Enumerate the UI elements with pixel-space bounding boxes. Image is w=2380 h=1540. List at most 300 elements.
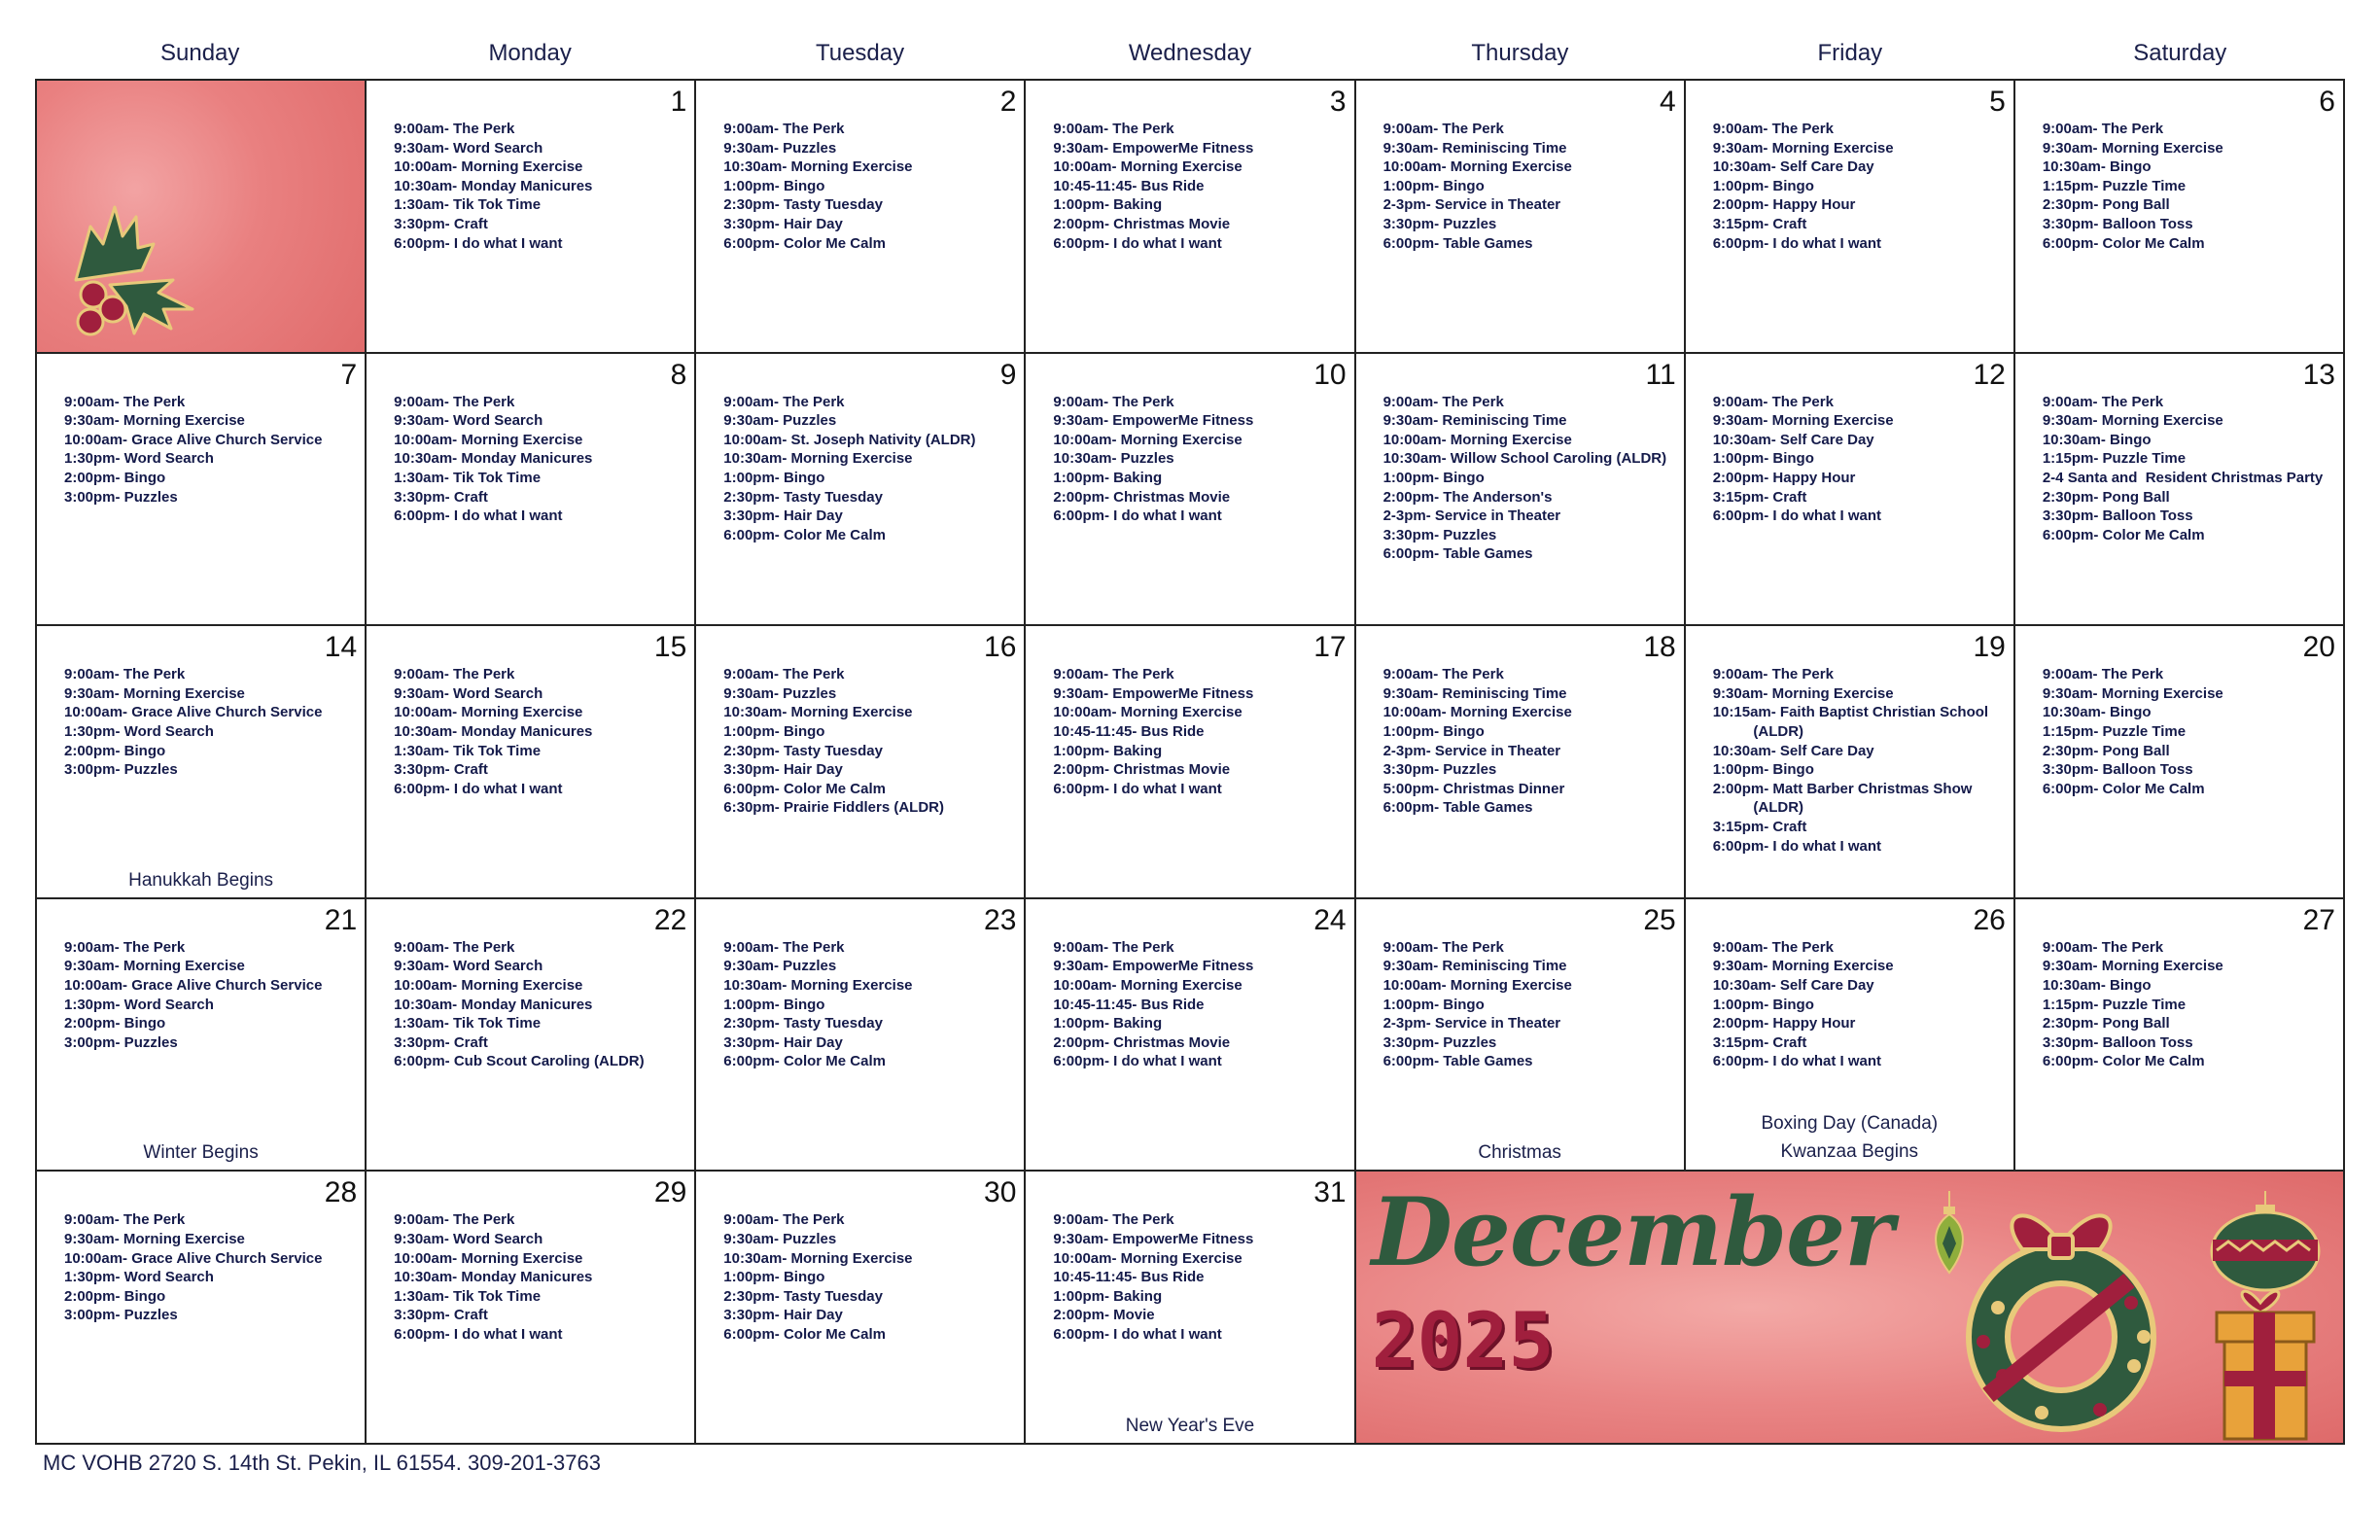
event-item: 9:30am- Reminiscing Time [1382,684,1567,702]
event-list [1053,1210,1346,1344]
day-cell-31[interactable] [1026,1172,1355,1445]
event-item: 9:30am- EmpowerMe Fitness [1053,958,1254,975]
event-item: 10:30am- Morning Exercise [723,158,913,176]
day-cell-13[interactable] [2015,354,2345,627]
event-item: 10:00am- Morning Exercise [1053,431,1242,448]
event-item: 1:30pm- Word Search [64,996,214,1013]
event-item: 1:30am- Tik Tok Time [394,1287,542,1305]
event-list [1383,665,1676,818]
event-item: 9:30am- EmpowerMe Fitness [1053,412,1254,430]
event-item: 9:30am- Puzzles [723,684,837,702]
event-list [723,665,1016,818]
event-item: 1:15pm- Puzzle Time [2042,450,2187,468]
event-item: 2:30pm- Tasty Tuesday [723,196,883,214]
event-item: 6:00pm- Cub Scout Caroling (ALDR) [394,1053,645,1070]
event-item: 1:00pm- Bingo [1712,996,1814,1013]
event-item: 6:00pm- I do what I want [1053,234,1222,252]
event-item: 3:30pm- Hair Day [723,508,843,525]
event-item: 9:30am- Puzzles [723,1230,837,1247]
event-item: 2:30pm- Tasty Tuesday [723,1287,883,1305]
event-item: 10:30am- Monday Manicures [394,722,593,740]
event-item: 10:00am- Morning Exercise [1053,704,1242,721]
event-item: 9:00am- The Perk [1712,393,1834,410]
event-item: 10:30am- Morning Exercise [723,976,913,994]
event-list [64,938,357,1053]
event-item: 9:30am- Word Search [394,1230,543,1247]
event-list [1383,393,1676,564]
event-list [723,120,1016,253]
event-item: 6:00pm- Table Games [1382,545,1533,563]
event-item: 9:00am- The Perk [723,1211,845,1229]
month-title: December [1371,1177,1893,1288]
event-item: 10:30am- Monday Manicures [394,177,593,194]
event-item: 9:30am- Puzzles [723,139,837,157]
day-cell-28[interactable] [37,1172,367,1445]
day-cell-30[interactable] [696,1172,1026,1445]
event-list [723,938,1016,1071]
event-item: 9:30am- Morning Exercise [2042,412,2223,430]
event-item: 10:00am- Morning Exercise [394,158,583,176]
day-number: 14 [324,631,358,664]
event-item: 1:00pm- Bingo [1382,469,1485,486]
event-item: 10:45-11:45- Bus Ride [1053,1269,1205,1286]
event-item: 9:00am- The Perk [64,666,186,683]
event-item: 9:30am- Morning Exercise [64,684,245,702]
day-cell-4[interactable] [1356,81,1686,354]
event-item: 1:00pm- Bingo [1382,177,1485,194]
event-item: 9:00am- The Perk [394,666,515,683]
day-cell-14[interactable] [37,626,367,899]
event-item: 10:00am- Morning Exercise [1053,158,1242,176]
event-item: 1:00pm- Bingo [723,722,825,740]
event-item: 3:30pm- Craft [394,761,488,779]
day-number: 10 [1313,358,1347,391]
weekday-header-tuesday: Tuesday [815,40,905,66]
event-list [1383,120,1676,253]
event-item: 9:30am- Morning Exercise [64,1230,245,1247]
event-item: 6:00pm- Table Games [1382,1053,1533,1070]
weekday-header-monday: Monday [488,40,572,66]
event-item: 3:30pm- Craft [394,488,488,506]
event-item: 2:00pm- Christmas Movie [1053,761,1231,779]
day-number: 11 [1645,358,1676,391]
holiday-label: Kwanzaa Begins [1780,1141,1919,1163]
day-number: 9 [999,358,1017,391]
event-item: 3:30pm- Puzzles [1382,526,1497,543]
day-cell-9[interactable] [696,354,1026,627]
event-item: 3:30pm- Puzzles [1382,761,1497,779]
event-item: 10:45-11:45- Bus Ride [1053,722,1205,740]
day-number: 18 [1643,631,1676,664]
event-item: 1:30pm- Word Search [64,1269,214,1286]
event-item: 6:00pm- I do what I want [1053,508,1222,525]
day-number: 27 [2302,903,2335,936]
event-item: 9:30am- Morning Exercise [1712,958,1894,975]
event-item: 10:00am- Morning Exercise [1053,1249,1242,1267]
event-item: 9:30am- Reminiscing Time [1382,958,1567,975]
day-number: 6 [2319,86,2335,118]
event-item: 10:30am- Bingo [2042,976,2152,994]
event-item: 1:00pm- Bingo [723,469,825,486]
event-item: 2:30pm- Pong Ball [2042,1015,2170,1032]
day-cell-10[interactable] [1026,354,1355,627]
day-number: 15 [653,631,687,664]
event-item: 9:30am- EmpowerMe Fitness [1053,139,1254,157]
event-item: 9:30am- Puzzles [723,958,837,975]
holiday-labels [1686,1109,2013,1166]
event-item: (ALDR) [1712,799,1804,817]
event-item: 6:00pm- I do what I want [1053,1053,1222,1070]
event-item: 6:00pm- I do what I want [394,1325,563,1343]
event-item: 2:30pm- Tasty Tuesday [723,1015,883,1032]
event-item: 3:15pm- Craft [1712,1033,1807,1051]
event-item: 6:00pm- I do what I want [1712,508,1882,525]
event-item: 6:00pm- Color Me Calm [723,1325,886,1343]
event-item: 6:30pm- Prairie Fiddlers (ALDR) [723,799,944,817]
event-item: 2-3pm- Service in Theater [1382,1015,1561,1032]
event-item: 10:30am- Morning Exercise [723,1249,913,1267]
event-item: 1:00pm- Baking [1053,1287,1163,1305]
event-item: 9:30am- Word Search [394,684,543,702]
day-number: 31 [1313,1176,1347,1209]
event-list [394,938,686,1071]
event-item: 9:30am- Morning Exercise [2042,139,2223,157]
event-item: 5:00pm- Christmas Dinner [1382,780,1565,797]
day-number: 30 [984,1176,1017,1209]
event-item: 6:00pm- Color Me Calm [2042,780,2205,797]
event-item: 10:30am- Bingo [2042,158,2152,176]
event-item: 10:30am- Morning Exercise [723,704,913,721]
event-item: 1:00pm- Bingo [723,177,825,194]
event-item: 10:00am- Grace Alive Church Service [64,431,323,448]
event-item: 1:30pm- Word Search [64,450,214,468]
day-number: 5 [1989,86,2006,118]
weekday-header-row [35,29,2345,78]
event-item: 9:00am- The Perk [723,121,845,137]
event-item: 1:00pm- Bingo [1712,177,1814,194]
event-item: 10:30am- Self Care Day [1712,431,1874,448]
decorative-holly-cell [37,81,367,354]
day-cell-7[interactable] [37,354,367,627]
weekday-header-wednesday: Wednesday [1128,40,1252,66]
event-item: 6:00pm- I do what I want [1053,780,1222,797]
event-list [2043,393,2335,545]
event-item: 1:30am- Tik Tok Time [394,1015,542,1032]
event-item: 2:00pm- Bingo [64,469,166,486]
event-item: 2:00pm- Christmas Movie [1053,1033,1231,1051]
day-cell-15[interactable] [367,626,696,899]
event-item: 9:00am- The Perk [1053,1211,1174,1229]
day-cell-18[interactable] [1356,626,1686,899]
day-number: 8 [670,358,687,391]
event-list [2043,938,2335,1071]
event-item: 2:30pm- Tasty Tuesday [723,742,883,759]
event-item: 3:30pm- Hair Day [723,1307,843,1324]
day-cell-24[interactable] [1026,899,1355,1172]
day-number: 17 [1313,631,1347,664]
event-item: 3:15pm- Craft [1712,488,1807,506]
event-list [1053,120,1346,253]
event-item: 10:00am- Morning Exercise [1382,976,1572,994]
event-item: 1:00pm- Bingo [723,1269,825,1286]
event-item: 9:30am- Word Search [394,958,543,975]
event-list [64,665,357,780]
event-item: 9:00am- The Perk [1382,393,1504,410]
event-item: 6:00pm- I do what I want [1712,234,1882,252]
event-item: 10:30am- Monday Manicures [394,1269,593,1286]
event-item: 10:30am- Morning Exercise [723,450,913,468]
day-number: 13 [2302,358,2335,391]
event-item: 3:30pm- Hair Day [723,761,843,779]
event-item: 3:30pm- Puzzles [1382,1033,1497,1051]
day-cell-3[interactable] [1026,81,1355,354]
day-number: 19 [1973,631,2006,664]
event-item: 10:30am- Self Care Day [1712,742,1874,759]
event-item: 6:00pm- Table Games [1382,799,1533,817]
weekday-header-thursday: Thursday [1471,40,1569,66]
day-cell-17[interactable] [1026,626,1355,899]
event-item: 2-4 Santa and Resident Christmas Party [2042,469,2324,486]
day-number: 16 [984,631,1017,664]
event-list [1713,938,2006,1071]
event-item: 3:30pm- Balloon Toss [2042,508,2193,525]
event-item: 9:00am- The Perk [1053,393,1174,410]
event-list [1053,393,1346,526]
day-cell-29[interactable] [367,1172,696,1445]
year-title: 2025 [1371,1298,1555,1386]
event-item: 6:00pm- I do what I want [394,780,563,797]
event-item: 1:00pm- Baking [1053,742,1163,759]
event-item: 9:30am- Morning Exercise [1712,139,1894,157]
event-item: 9:30am- EmpowerMe Fitness [1053,1230,1254,1247]
event-item: 10:00am- Morning Exercise [1382,431,1572,448]
event-item: 9:00am- The Perk [1382,121,1504,137]
event-item: 9:30am- Word Search [394,139,543,157]
event-item: 1:00pm- Baking [1053,196,1163,214]
wreath-icon [1925,1191,2197,1444]
event-item: 9:00am- The Perk [2042,938,2164,956]
day-cell-16[interactable] [696,626,1026,899]
event-item: 2:00pm- Happy Hour [1712,196,1856,214]
day-cell-20[interactable] [2015,626,2345,899]
event-item: 9:00am- The Perk [394,393,515,410]
event-item: 9:30am- Morning Exercise [1712,684,1894,702]
event-item: 6:00pm- Color Me Calm [2042,234,2205,252]
event-item: 10:45-11:45- Bus Ride [1053,996,1205,1013]
event-item: 2-3pm- Service in Theater [1382,196,1561,214]
day-cell-21[interactable] [37,899,367,1172]
day-cell-22[interactable] [367,899,696,1172]
event-item: 10:30am- Self Care Day [1712,158,1874,176]
event-item: 6:00pm- I do what I want [394,508,563,525]
event-item: 9:00am- The Perk [2042,666,2164,683]
day-number: 2 [999,86,1017,118]
event-item: 10:30am- Bingo [2042,431,2152,448]
event-list [2043,665,2335,798]
event-item: 9:00am- The Perk [2042,393,2164,410]
event-item: 1:30pm- Word Search [64,722,214,740]
event-item: 1:00pm- Bingo [1382,722,1485,740]
event-item: 9:00am- The Perk [64,1211,186,1229]
event-item: 9:00am- The Perk [1712,121,1834,137]
event-item: 10:00am- Morning Exercise [1053,976,1242,994]
event-item: 9:00am- The Perk [1053,666,1174,683]
event-item: 9:30am- Morning Exercise [64,958,245,975]
event-item: 10:00am- Morning Exercise [394,976,583,994]
event-item: 10:30am- Bingo [2042,704,2152,721]
event-item: 10:00am- Morning Exercise [1382,704,1572,721]
event-item: 1:00pm- Baking [1053,1015,1163,1032]
event-item: 3:00pm- Puzzles [64,1033,178,1051]
weekday-header-saturday: Saturday [2133,40,2227,66]
event-item: 3:00pm- Puzzles [64,488,178,506]
day-number: 21 [324,903,358,936]
event-list [394,393,686,526]
day-cell-8[interactable] [367,354,696,627]
event-item: 3:30pm- Balloon Toss [2042,761,2193,779]
event-list [394,1210,686,1344]
event-item: 3:30pm- Hair Day [723,1033,843,1051]
event-item: 3:00pm- Puzzles [64,1307,178,1324]
day-number: 23 [984,903,1017,936]
day-cell-1[interactable] [367,81,696,354]
day-cell-19[interactable] [1686,626,2015,899]
event-item: 10:15am- Faith Baptist Christian School [1712,704,1989,721]
event-item: 10:00am- Grace Alive Church Service [64,704,323,721]
event-item: 10:00am- Morning Exercise [1382,158,1572,176]
event-item: 2:30pm- Pong Ball [2042,488,2170,506]
event-item: 9:00am- The Perk [723,393,845,410]
event-item: 1:00pm- Bingo [723,996,825,1013]
holiday-label: Hanukkah Begins [128,869,274,891]
event-item: 9:30am- Reminiscing Time [1382,139,1567,157]
day-number: 3 [1329,86,1347,118]
event-item: 10:00am- Morning Exercise [394,1249,583,1267]
event-item: 6:00pm- Color Me Calm [723,1053,886,1070]
day-cell-2[interactable] [696,81,1026,354]
event-item: 2:00pm- Matt Barber Christmas Show [1712,780,1973,797]
holiday-label: Winter Begins [143,1142,259,1164]
event-item: 3:30pm- Puzzles [1382,215,1497,232]
day-cell-23[interactable] [696,899,1026,1172]
event-item: 9:00am- The Perk [1382,666,1504,683]
day-number: 28 [324,1176,358,1209]
event-item: 1:15pm- Puzzle Time [2042,996,2187,1013]
holiday-label: Boxing Day (Canada) [1761,1113,1939,1135]
day-number: 7 [340,358,358,391]
event-item: 3:30pm- Craft [394,1307,488,1324]
event-item: 1:00pm- Baking [1053,469,1163,486]
event-item: 1:30am- Tik Tok Time [394,742,542,759]
event-item: 1:30am- Tik Tok Time [394,469,542,486]
event-item: 9:30am- Reminiscing Time [1382,412,1567,430]
event-item: 1:00pm- Bingo [1712,761,1814,779]
day-cell-6[interactable] [2015,81,2345,354]
event-item: 10:00am- Grace Alive Church Service [64,1249,323,1267]
event-item: 2:00pm- Christmas Movie [1053,215,1231,232]
event-item: 2:00pm- Christmas Movie [1053,488,1231,506]
event-item: 2:30pm- Pong Ball [2042,742,2170,759]
event-item: 1:15pm- Puzzle Time [2042,177,2187,194]
event-item: 2:00pm- Bingo [64,1287,166,1305]
event-item: 1:00pm- Bingo [1382,996,1485,1013]
event-item: 9:00am- The Perk [723,666,845,683]
event-item: 10:00am- St. Joseph Nativity (ALDR) [723,431,976,448]
event-item: 2-3pm- Service in Theater [1382,742,1561,759]
event-item: 6:00pm- I do what I want [1712,837,1882,855]
event-item: 2-3pm- Service in Theater [1382,508,1561,525]
event-item: 3:15pm- Craft [1712,818,1807,835]
event-item: 1:00pm- Bingo [1712,450,1814,468]
day-number: 25 [1643,903,1676,936]
event-item: 1:30am- Tik Tok Time [394,196,542,214]
event-list [64,393,357,508]
event-list [723,393,1016,545]
day-cell-5[interactable] [1686,81,2015,354]
event-list [723,1210,1016,1344]
day-cell-11[interactable] [1356,354,1686,627]
day-number: 1 [670,86,687,118]
event-item: 6:00pm- Table Games [1382,234,1533,252]
event-item: 6:00pm- Color Me Calm [723,234,886,252]
holiday-label: New Year's Eve [1125,1416,1255,1436]
day-number: 26 [1973,903,2006,936]
event-item: 10:30am- Willow School Caroling (ALDR) [1382,450,1667,468]
event-item: 3:30pm- Balloon Toss [2042,1033,2193,1051]
event-item: 9:00am- The Perk [723,938,845,956]
event-item: 6:00pm- Color Me Calm [2042,526,2205,543]
event-item: 2:00pm- Happy Hour [1712,469,1856,486]
event-item: 2:00pm- The Anderson's [1382,488,1553,506]
event-list [1053,938,1346,1071]
event-item: 10:30am- Monday Manicures [394,450,593,468]
event-item: 9:00am- The Perk [2042,121,2164,137]
event-item: 2:30pm- Pong Ball [2042,196,2170,214]
ornament-icon [2207,1191,2324,1298]
day-cell-25[interactable] [1356,899,1686,1172]
event-item: 3:30pm- Craft [394,215,488,232]
event-item: 1:15pm- Puzzle Time [2042,722,2187,740]
day-number: 4 [1660,86,1676,118]
event-item: 10:00am- Morning Exercise [394,431,583,448]
event-item: 2:30pm- Tasty Tuesday [723,488,883,506]
event-list [1053,665,1346,798]
weekday-header-friday: Friday [1817,40,1883,66]
day-number: 20 [2302,631,2335,664]
day-number: 12 [1973,358,2006,391]
event-item: 3:30pm- Hair Day [723,215,843,232]
holiday-label: Christmas [1478,1142,1561,1164]
event-item: 10:30am- Self Care Day [1712,976,1874,994]
event-item: 9:00am- The Perk [1053,938,1174,956]
day-cell-27[interactable] [2015,899,2345,1172]
event-item: 10:00am- Morning Exercise [394,704,583,721]
day-cell-12[interactable] [1686,354,2015,627]
day-cell-26[interactable] [1686,899,2015,1172]
event-item: 10:45-11:45- Bus Ride [1053,177,1205,194]
day-number: 24 [1313,903,1347,936]
event-item: 10:30am- Puzzles [1053,450,1174,468]
event-list [64,1210,357,1325]
event-list [1383,938,1676,1071]
day-number: 29 [653,1176,687,1209]
event-list [394,665,686,798]
event-item: 6:00pm- Color Me Calm [723,780,886,797]
event-list [1713,665,2006,856]
event-item: 6:00pm- I do what I want [1712,1053,1882,1070]
event-item: 3:30pm- Balloon Toss [2042,215,2193,232]
event-item: 9:30am- EmpowerMe Fitness [1053,684,1254,702]
